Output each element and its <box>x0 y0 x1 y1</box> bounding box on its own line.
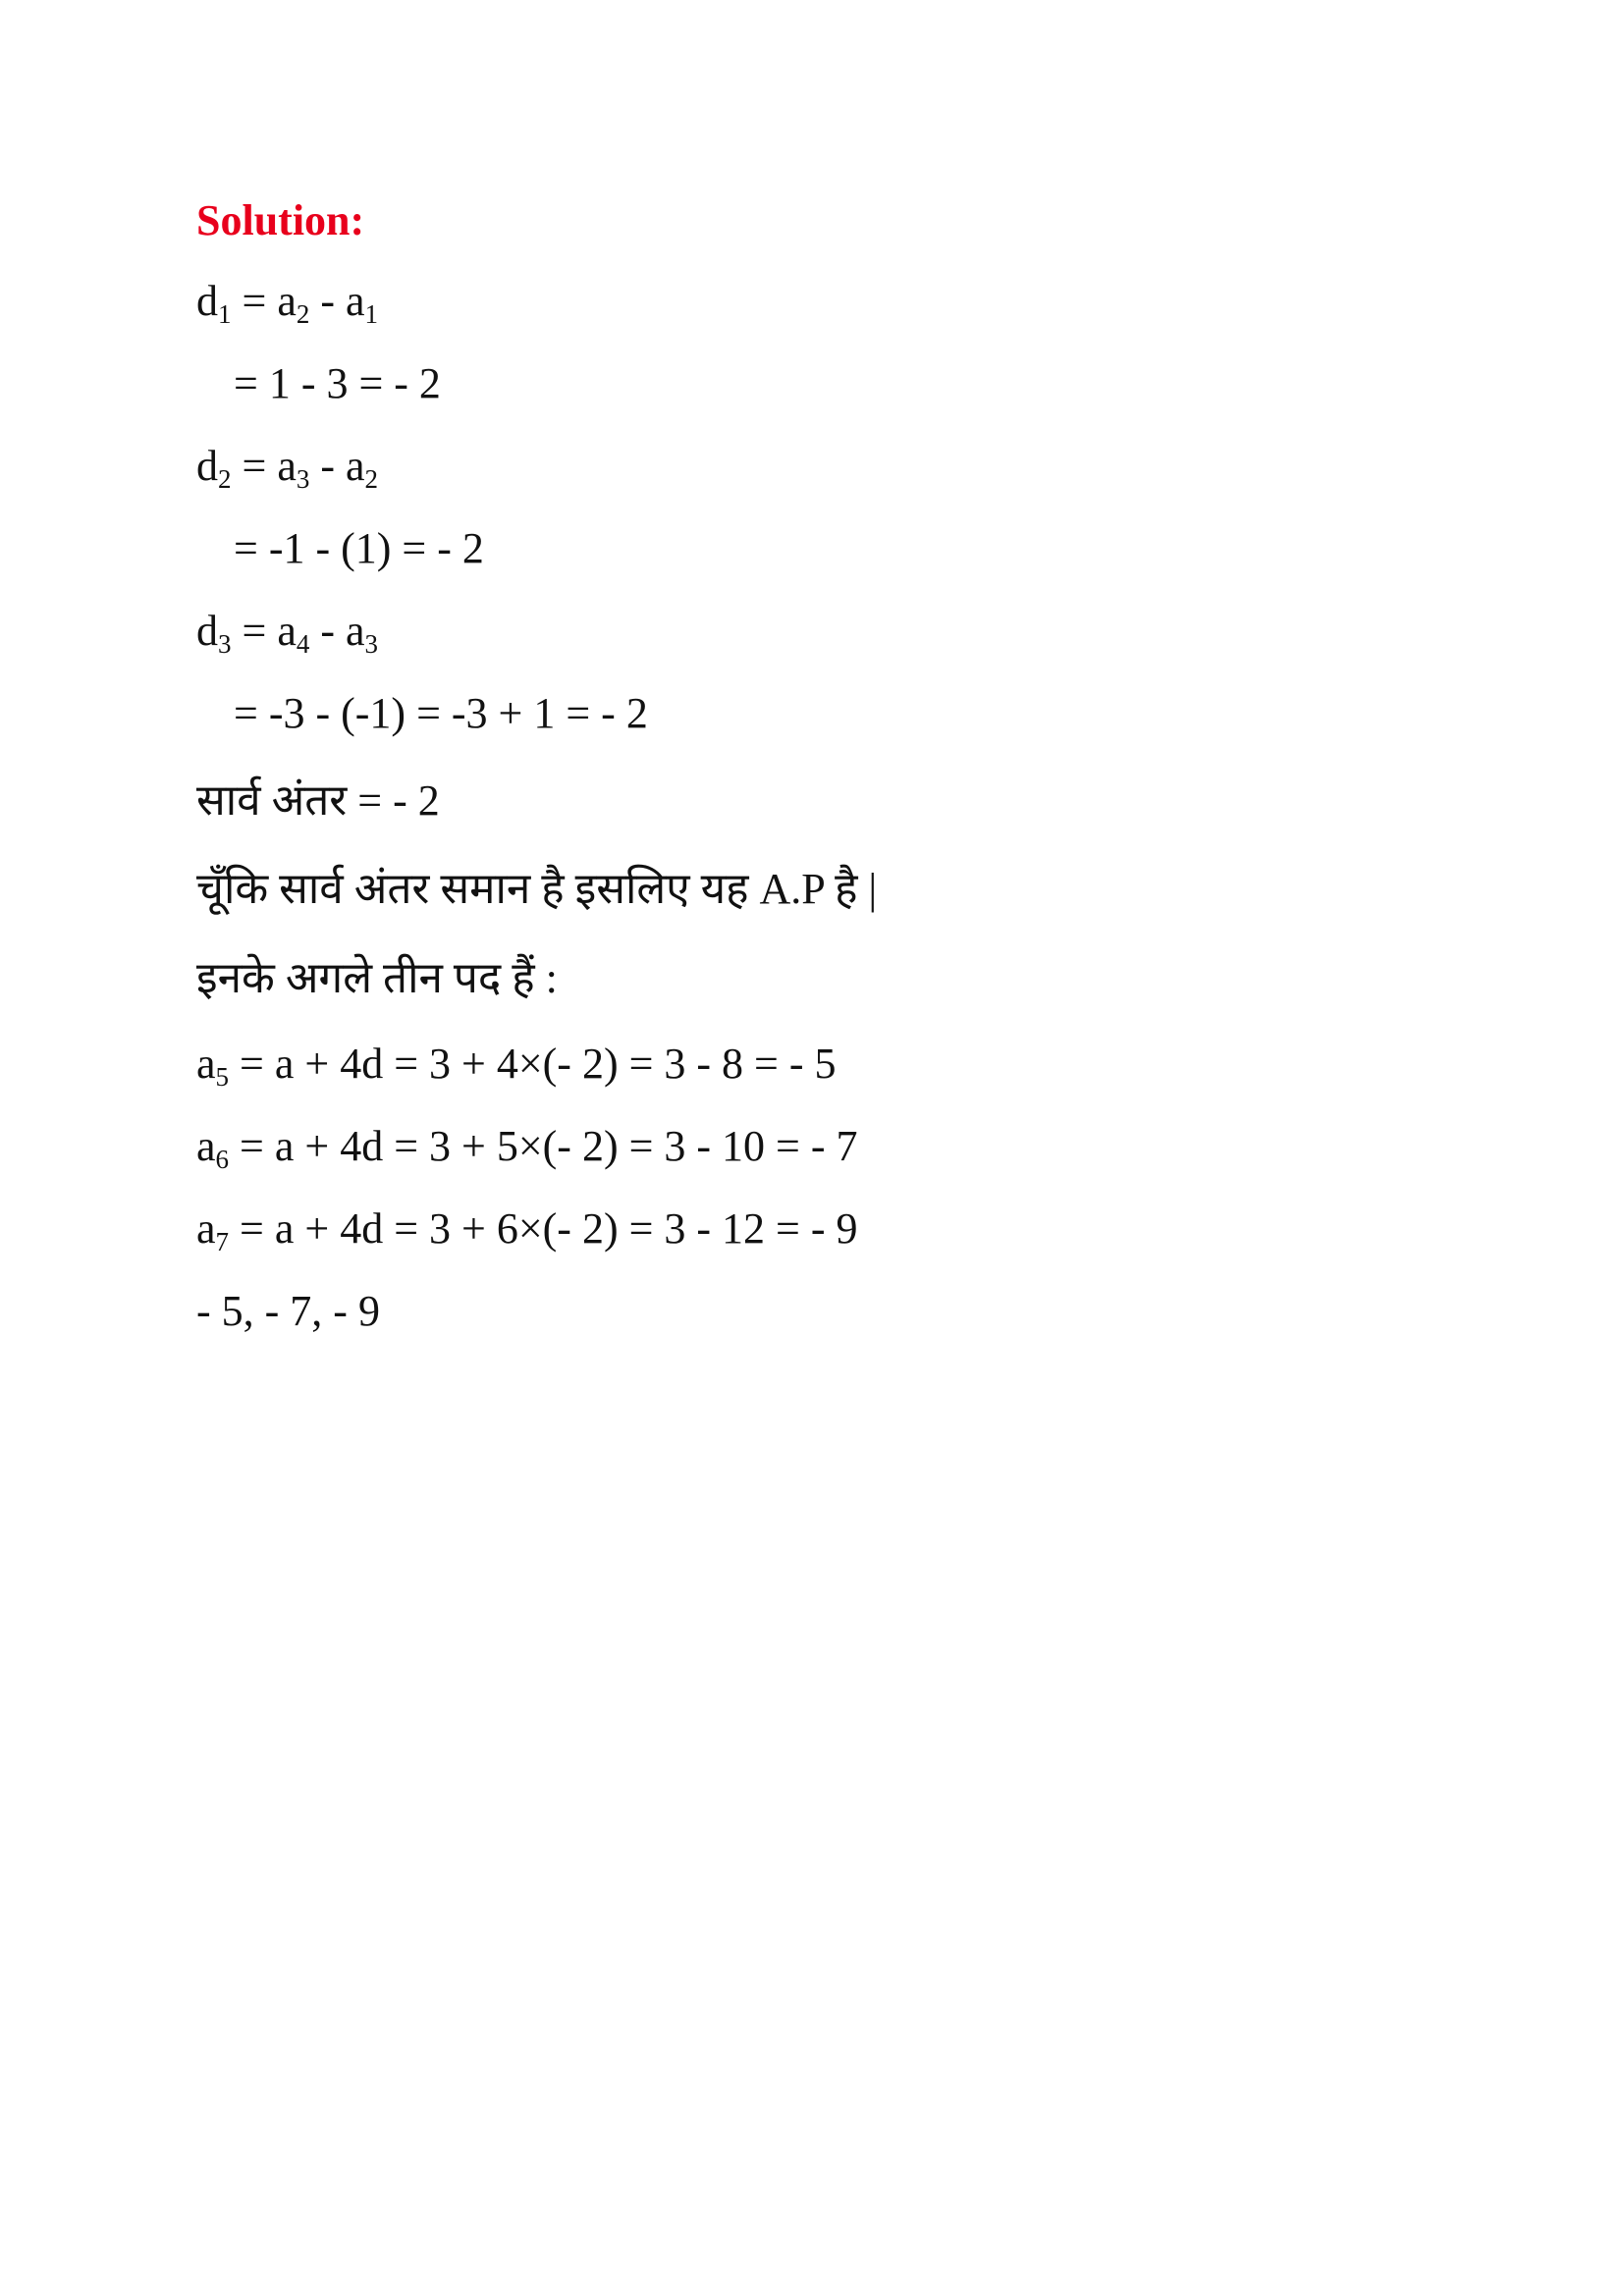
subscript: 5 <box>215 1062 230 1092</box>
d1-definition <box>196 277 379 329</box>
answer-terms <box>196 1287 380 1335</box>
text-segment: d <box>196 442 218 490</box>
d3-definition <box>196 607 379 659</box>
a5-calculation <box>196 1040 837 1092</box>
a6-calculation <box>196 1122 858 1174</box>
text-segment: = a <box>231 607 297 655</box>
text-segment: = -3 - (-1) = -3 + 1 = - 2 <box>234 689 648 737</box>
text-segment: a <box>196 1204 216 1253</box>
text-segment: चूँकि सार्व अंतर समान है इसलिए यह A.P है | <box>196 865 878 913</box>
subscript: 1 <box>218 299 232 329</box>
text-segment: = a + 4d = 3 + 5×(- 2) = 3 - 10 = - 7 <box>229 1122 858 1170</box>
text-segment: = a <box>231 442 297 490</box>
text-segment: - a <box>309 607 365 655</box>
text-segment: = -1 - (1) = - 2 <box>234 524 484 572</box>
subscript: 7 <box>215 1227 230 1256</box>
text-segment: a <box>196 1040 216 1088</box>
a7-calculation <box>196 1204 858 1256</box>
subscript: 6 <box>215 1145 230 1174</box>
text-segment: इनके अगले तीन पद हैं : <box>196 954 558 1002</box>
subscript: 2 <box>218 464 232 494</box>
text-segment: = a + 4d = 3 + 6×(- 2) = 3 - 12 = - 9 <box>229 1204 858 1253</box>
subscript: 4 <box>296 629 310 659</box>
text-segment: - a <box>309 442 365 490</box>
subscript: 1 <box>364 299 379 329</box>
text-segment: - 5, - 7, - 9 <box>196 1287 380 1335</box>
common-difference <box>196 776 440 825</box>
text-segment: = a + 4d = 3 + 4×(- 2) = 3 - 8 = - 5 <box>229 1040 837 1088</box>
ap-conclusion <box>196 865 878 913</box>
text-segment: = a <box>231 277 297 325</box>
subscript: 3 <box>218 629 232 659</box>
text-segment: सार्व अंतर = - 2 <box>196 776 440 825</box>
d3-value <box>234 689 648 737</box>
solution-heading: Solution: <box>196 196 365 244</box>
next-terms-intro <box>196 954 558 1002</box>
subscript: 3 <box>364 629 379 659</box>
subscript: 3 <box>296 464 310 494</box>
text-segment: = 1 - 3 = - 2 <box>234 359 441 407</box>
subscript: 2 <box>296 299 310 329</box>
text-segment: - a <box>309 277 365 325</box>
d1-value <box>234 359 441 407</box>
d2-value <box>234 524 484 572</box>
text-segment: d <box>196 277 218 325</box>
text-segment: a <box>196 1122 216 1170</box>
subscript: 2 <box>364 464 379 494</box>
text-segment: d <box>196 607 218 655</box>
d2-definition <box>196 442 379 494</box>
